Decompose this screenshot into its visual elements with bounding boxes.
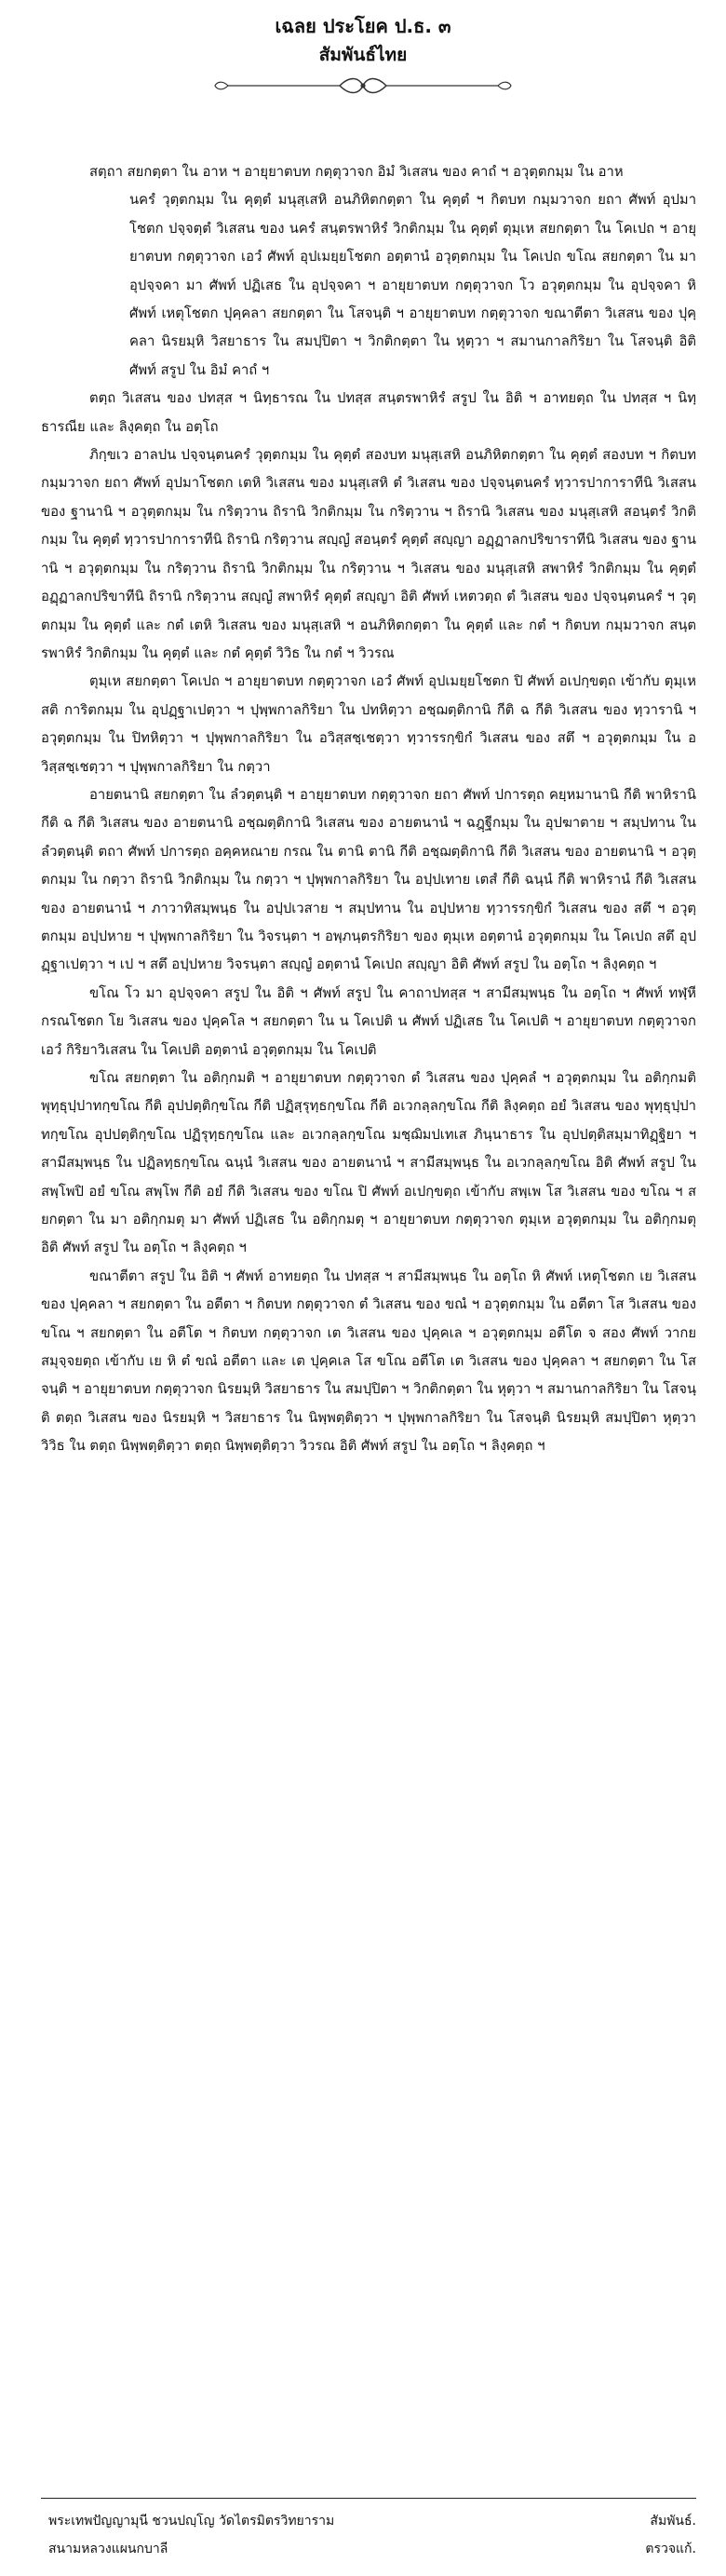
document-body bbox=[41, 158, 696, 1461]
divider-ornament bbox=[209, 75, 517, 97]
footer-attribution bbox=[48, 2507, 334, 2563]
paragraph: ภิกฺขเว อาลปน ปจฺจนฺตนครํ วุตฺตกมฺม ใน คุตฺตํ สองบท มนุสฺเสหิ อนภิหิตกตฺตา ใน คุตฺตํ สองบท ฯ กิตบท กมฺมวาจก ยถา ศัพท์ อุปมาโชตก เตหิ วิเสสน ของ มนุสฺเสหิ ตํ วิเสสน ของ ปจฺจนฺตนครํ ทฺวารปาการาทีนิ วิเสสน ของ ฐานานิ ฯ อวุตฺตกมฺม ใน กริตฺวาน ถิรานิ วิกติกมฺม ใน กริตฺวาน ฯ ถิรานิ วิเสสน ของ มนุสฺเสหิ สอนฺตรํ วิกติกมฺม ใน คุตฺตํ ทฺวารปาการาทีนิ ถิรานิ กริตฺวาน สญฺญํ สอนฺตรํ คุตฺตํ สญฺญา อฏฺฏาลกปริขาราทีนิ วิเสสน ของ ฐานานิ ฯ อวุตฺตกมฺม ใน กริตฺวาน ถิรานิ วิกติกมฺม ใน กริตฺวาน ฯ วิเสสน ของ มนุสฺเสหิ สพาหิรํ วิกติกมฺม ใน คุตฺตํ อฏฺฏาลกปริขาทีนิ ถิรานิ กริตฺวาน สญฺญํ สพาหิรํ คุตฺตํ สญฺญา อิติ ศัพท์ เหตวตฺถ ตํ วิเสสน ของ ปจฺจนฺตนครํ ฯ วุตฺตกมฺม ใน คุตฺตํ และ กตํ เตหิ วิเสสน ของ มนุสฺเสหิ ฯ อนภิหิตกตฺตา ใน คุตฺตํ และ กตํ ฯ กิตบท กมฺมวาจก สนฺตรพาหิรํ วิกติกมฺม ใน คุตฺตํ และ กตํ คุตฺตํ วิวิธ ใน กตํ ฯ วิวรณ bbox=[41, 447, 696, 661]
paragraph: สตฺถา สยกตฺตา ใน อาห ฯ อายุยาตบท กตฺตุวาจก อิมํ วิเสสน ของ คาถํ ฯ อวุตฺตกมฺม ใน อาห bbox=[89, 164, 624, 180]
paragraph: ตุมฺเห สยกตฺตา โคเปถ ฯ อายุยาตบท กตฺตุวาจก เอวํ ศัพท์ อุปเมยฺยโชตก ปิ ศัพท์ อเปกฺขตฺถ เข้ากับ ตุมฺเห สติ การิตกมฺม ใน อุปฏฺฐาเปตฺวา ฯ ปุพฺพกาลกิริยา ใน ปทหิตฺวา อชฺฌตฺติกานิ กีติ ฉ กีติ วิเสสน ของ ทฺวารานิ ฯ อวุตฺตกมฺม ใน ปิทหิตฺวา ฯ ปุพฺพกาลกิริยา ใน อวิสฺสชฺเชตฺวา ทฺวารรกฺขิกํ วิเสสน ของ สตึ ฯ อวุตฺตกมฺม ใน อวิสฺสชฺเชตฺวา ฯ ปุพฺพกาลกิริยา ใน กตฺวา bbox=[41, 673, 696, 775]
footer-role-2: ตรวจแก้. bbox=[645, 2542, 696, 2556]
footer-roles bbox=[645, 2507, 696, 2563]
paragraph: ขโณ โว มา อุปจฺจคา สรูป ใน อิติ ฯ ศัพท์ สรูป ใน คาถาปทสฺส ฯ สามีสมฺพนฺธ ใน อตฺโถ ฯ ศัพท์ ทฬฺหีกรณโชตก โย วิเสสน ของ ปุคฺคโล ฯ สยกตฺตา ใน น โคเปติ น ศัพท์ ปฏิเสธ ใน โคเปติ ฯ อายุยาตบท กตฺตุวาจก เอวํ กิริยาวิเสสน ใน โคเปติ อตฺตานํ อวุตฺตกมฺม ใน โคเปติ bbox=[41, 984, 696, 1058]
paragraph: ขโณ สยกตฺตา ใน อติกฺกมติ ฯ อายุยาตบท กตฺตุวาจก ตํ วิเสสน ของ ปุคฺคลํ ฯ อวุตฺตกมฺม ใน อติกฺกมติ พุทฺธุปฺปาทกฺขโณ กีติ อุปปตฺติกฺขโณ กีติ ปฏิสฺรุทฺธกฺขโณ กีติ อเวกลฺลกฺขโณ กีติ ลิงฺคตฺถ อยํ วิเสสน ของ พุทฺธุปฺปาทกฺขโณ อุปปตฺติกฺขโณ ปฏิรุทฺธกฺขโณ และ อเวกลฺลกฺขโณ มชฺฌิมปเทเส ภินฺนาธาร ใน อุปปตฺติสมฺมาทิฏฺฐิยา ฯ สามีสมฺพนฺธ ใน ปฏิลทฺธกฺขโณ ฉนฺนํ วิเสสน ของ อายตนานํ ฯ สามีสมฺพนฺธ ใน อเวกลฺลกฺขโณ อิติ ศัพท์ สรูป ใน สพฺโพปิ อยํ ขโณ สพฺโพ กีติ อยํ กีติ วิเสสน ของ ขโณ ปิ ศัพท์ อเปกฺขตฺถ เข้ากับ สพฺเพ โส วิเสสน ของ ขโณ ฯ สยกตฺตา ใน มา อติกฺกมตุ มา ศัพท์ ปฏิเสธ ใน อติกฺกมตุ ฯ อายุยาตบท กตฺตุวาจก ตุมฺเห อวุตฺตกมฺม ใน อติกฺกมตุ อิติ ศัพท์ สรูป ใน อตฺโถ ฯ ลิงฺคตฺถ ฯ bbox=[41, 1070, 696, 1256]
footer-author: พระเทพปัญญามุนี ชวนปญฺโญ วัดไตรมิตรวิทยาราม bbox=[48, 2514, 335, 2529]
paragraph: ขณาตีตา สรูป ใน อิติ ฯ ศัพท์ อาทยตฺถ ใน ปทสฺส ฯ สามีสมฺพนฺธ ใน อตฺโถ หิ ศัพท์ เหตุโชตก เย วิเสสน ของ ปุคฺคลา ฯ สยกตฺตา ใน อตีตา ฯ กิตบท กตฺตุวาจก ตํ วิเสสน ของ ขณํ ฯ อวุตฺตกมฺม ใน อตีตา โส วิเสสน ของ ขโณ ฯ สยกตฺตา ใน อตีโต ฯ กิตบท กตฺตุวาจก เต วิเสสน ของ ปุคฺคเล ฯ อวุตฺตกมฺม อตีโต จ สอง ศัพท์ วากยสมุจฺจยตฺถ เข้ากับ เย หิ ตํ ขณํ อตีตา และ เต ปุคฺคเล โส ขโณ อตีโต เต วิเสสน ของ ปุคฺคลา ฯ สยกตฺตา ใน โสจนฺติ ฯ อายุยาตบท กตฺตุวาจก นิรยมฺหิ วิสยาธาร ใน สมปฺปิตา ฯ วิกติกตฺตา ใน หุตฺวา ฯ สมานกาลกิริยา ใน โสจนฺติ ตตฺถ วิเสสน ของ นิรยมฺหิ ฯ วิสยาธาร ใน นิพฺพตฺติตฺวา ฯ ปุพฺพกาลกิริยา ใน โสจนฺติ นิรยมฺหิ สมปฺปิตา หุตฺวา วิวิธ ใน ตตฺถ นิพฺพตฺติตฺวา ตตฺถ นิพฺพตฺติตฺวา วิวรณ อิติ ศัพท์ สรูป ใน อตฺโถ ฯ ลิงฺคตฺถ ฯ bbox=[41, 1268, 696, 1455]
footer-divider bbox=[41, 2498, 696, 2499]
footer-office: สนามหลวงแผนกบาลี bbox=[48, 2542, 168, 2556]
document-header bbox=[0, 0, 726, 97]
paragraph: ตตฺถ วิเสสน ของ ปทสฺส ฯ นิทฺธารณ ใน ปทสฺส สนฺตรพาหิรํ สรูป ใน อิติ ฯ อาทยตฺถ ใน ปทสฺส ฯ นิทฺธารณีย และ ลิงฺคตฺถ ใน อตฺโถ bbox=[41, 390, 696, 435]
document-title: เฉลย ประโยค ป.ธ. ๓ bbox=[275, 15, 451, 37]
paragraph: นครํ วุตฺตกมฺม ใน คุตฺตํ มนุสฺเสหิ อนภิหิตกตฺตา ใน คุตฺตํ ฯ กิตบท กมฺมวาจก ยถา ศัพท์ อุปมาโชตก ปจฺจตฺตํ วิเสสน ของ นครํ สนฺตรพาหิรํ วิกติกมฺม ใน คุตฺตํ ตุมฺเห สยกตฺตา ใน โคเปถ ฯ อายุยาตบท กตฺตุวาจก เอวํ ศัพท์ อุปเมยฺยโชตก อตฺตานํ อวุตฺตกมฺม ใน โคเปถ ขโณ สยกตฺตา ใน มา อุปจฺจคา มา ศัพท์ ปฏิเสธ ใน อุปจฺจคา ฯ อายุยาตบท กตฺตุวาจก โว อวุตฺตกมฺม ใน อุปจฺจคา หิ ศัพท์ เหตุโชตก ปุคฺคลา สยกตฺตา ใน โสจนฺติ ฯ อายุยาตบท กตฺตุวาจก ขณาตีตา วิเสสน ของ ปุคฺคลา นิรยมฺหิ วิสยาธาร ใน สมปฺปิตา ฯ วิกติกตฺตา ใน หุตฺวา ฯ สมานกาลกิริยา ใน โสจนฺติ อิติ ศัพท์ สรูป ใน อิมํ คาถํ ฯ bbox=[129, 192, 696, 378]
paragraph: อายตนานิ สยกตฺตา ใน ลํวตฺตนฺติ ฯ อายุยาตบท กตฺตุวาจก ยถา ศัพท์ ปการตฺถ คยฺหมานานิ กีติ พาหิรานิ กีติ ฉ กีติ วิเสสน ของ อายตนานิ อชฺฌตฺติกานิ วิเสสน ของ อายตนานํ ฯ ฉฎฺฐีกมฺม ใน อุปฆาตาย ฯ สมฺปทาน ใน ลํวตฺตนฺติ ตถา ศัพท์ ปการตฺถ อคฺคหณาย กรณ ใน ตานิ ตานิ กีติ อชฺฌตฺติกานิ กีติ วิเสสน ของ อายตนานิ ฯ อวุตฺตกมฺม ใน กตฺวา ถิรานิ วิกติกมฺม ใน กตฺวา ฯ ปุพฺพกาลกิริยา ใน อปฺปเทาย เตสํ กีติ ฉนฺนํ กีติ พาหิรานํ กีติ วิเสสน ของ อายตนานํ ฯ ภาวาทิสมฺพนฺธ ใน อปฺปเวสาย ฯ สมฺปทาน ใน อปฺปหาย ทฺวารรกฺขิกํ วิเสสน ของ สตึ ฯ อวุตฺตกมฺม อปฺปหาย ฯ ปุพฺพกาลกิริยา ใน วิจรนฺตา ฯ อพฺภนฺตรกิริยา ของ ตุมฺเห อตฺตานํ อวุตฺตกมฺม ใน โคเปถ สตึ อุปฏฺฐาเปตฺวา ฯ เป ฯ สตึ อปฺปหาย วิจรนฺตา สญฺญํ อตฺตานํ โคเปถ สญฺญา อิติ ศัพท์ สรูป ใน อตฺโถ ฯ ลิงฺคตฺถ ฯ bbox=[41, 786, 696, 973]
footer-role-1: สัมพันธ์. bbox=[650, 2514, 696, 2529]
document-subtitle: สัมพันธ์ไทย bbox=[318, 45, 408, 65]
